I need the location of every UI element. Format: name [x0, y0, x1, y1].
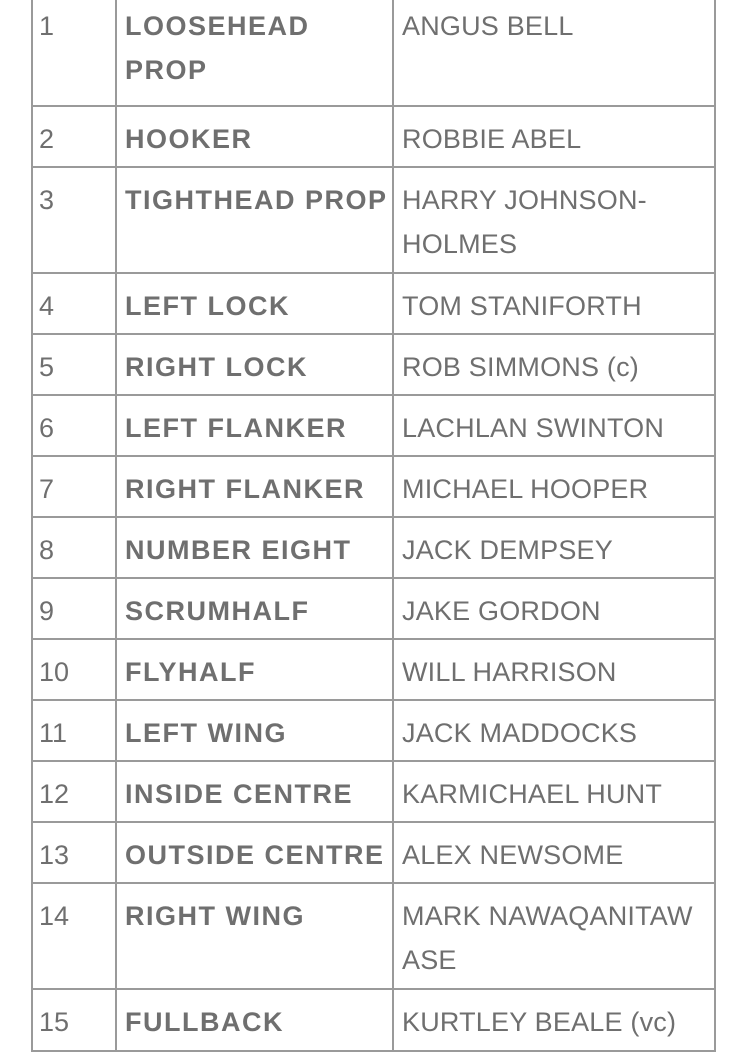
- table-row: [32, 883, 715, 989]
- jersey-number: 13: [32, 822, 116, 883]
- table-row: [32, 989, 715, 1051]
- position-name: NUMBER EIGHT: [116, 517, 393, 578]
- table-row: [32, 395, 715, 456]
- player-name: ANGUS BELL: [393, 0, 715, 106]
- table-row: [32, 456, 715, 517]
- jersey-number: 6: [32, 395, 116, 456]
- jersey-number: 15: [32, 989, 116, 1051]
- player-name: JACK MADDOCKS: [393, 700, 715, 761]
- position-name: LEFT WING: [116, 700, 393, 761]
- jersey-number: 7: [32, 456, 116, 517]
- player-name: HARRY JOHNSON-HOLMES: [393, 167, 715, 273]
- jersey-number: 12: [32, 761, 116, 822]
- player-name: KARMICHAEL HUNT: [393, 761, 715, 822]
- jersey-number: 9: [32, 578, 116, 639]
- player-name: MICHAEL HOOPER: [393, 456, 715, 517]
- jersey-number: 2: [32, 106, 116, 167]
- table-row: [32, 700, 715, 761]
- jersey-number: 4: [32, 273, 116, 334]
- player-name: JACK DEMPSEY: [393, 517, 715, 578]
- table-row: [32, 334, 715, 395]
- table-row: [32, 517, 715, 578]
- player-name: JAKE GORDON: [393, 578, 715, 639]
- team-lineup-table: [31, 0, 716, 1052]
- position-name: RIGHT LOCK: [116, 334, 393, 395]
- jersey-number: 14: [32, 883, 116, 989]
- position-name: RIGHT WING: [116, 883, 393, 989]
- player-name: LACHLAN SWINTON: [393, 395, 715, 456]
- table-row: [32, 761, 715, 822]
- position-name: TIGHTHEAD PROP: [116, 167, 393, 273]
- jersey-number: 1: [32, 0, 116, 106]
- player-name: ALEX NEWSOME: [393, 822, 715, 883]
- position-name: LEFT LOCK: [116, 273, 393, 334]
- position-name: LEFT FLANKER: [116, 395, 393, 456]
- jersey-number: 11: [32, 700, 116, 761]
- jersey-number: 8: [32, 517, 116, 578]
- position-name: OUTSIDE CENTRE: [116, 822, 393, 883]
- position-name: SCRUMHALF: [116, 578, 393, 639]
- position-name: FLYHALF: [116, 639, 393, 700]
- jersey-number: 5: [32, 334, 116, 395]
- position-name: RIGHT FLANKER: [116, 456, 393, 517]
- position-name: INSIDE CENTRE: [116, 761, 393, 822]
- table-row: [32, 273, 715, 334]
- position-name: LOOSEHEAD PROP: [116, 0, 393, 106]
- table-row: [32, 822, 715, 883]
- player-name: WILL HARRISON: [393, 639, 715, 700]
- player-name: KURTLEY BEALE (vc): [393, 989, 715, 1051]
- position-name: FULLBACK: [116, 989, 393, 1051]
- table-row: [32, 167, 715, 273]
- table-row: [32, 0, 715, 106]
- table-row: [32, 639, 715, 700]
- table-row: [32, 578, 715, 639]
- player-name: MARK NAWAQANITAWASE: [393, 883, 715, 989]
- position-name: HOOKER: [116, 106, 393, 167]
- lineup-body: [32, 0, 715, 1051]
- jersey-number: 3: [32, 167, 116, 273]
- player-name: ROBBIE ABEL: [393, 106, 715, 167]
- jersey-number: 10: [32, 639, 116, 700]
- player-name: ROB SIMMONS (c): [393, 334, 715, 395]
- player-name: TOM STANIFORTH: [393, 273, 715, 334]
- table-row: [32, 106, 715, 167]
